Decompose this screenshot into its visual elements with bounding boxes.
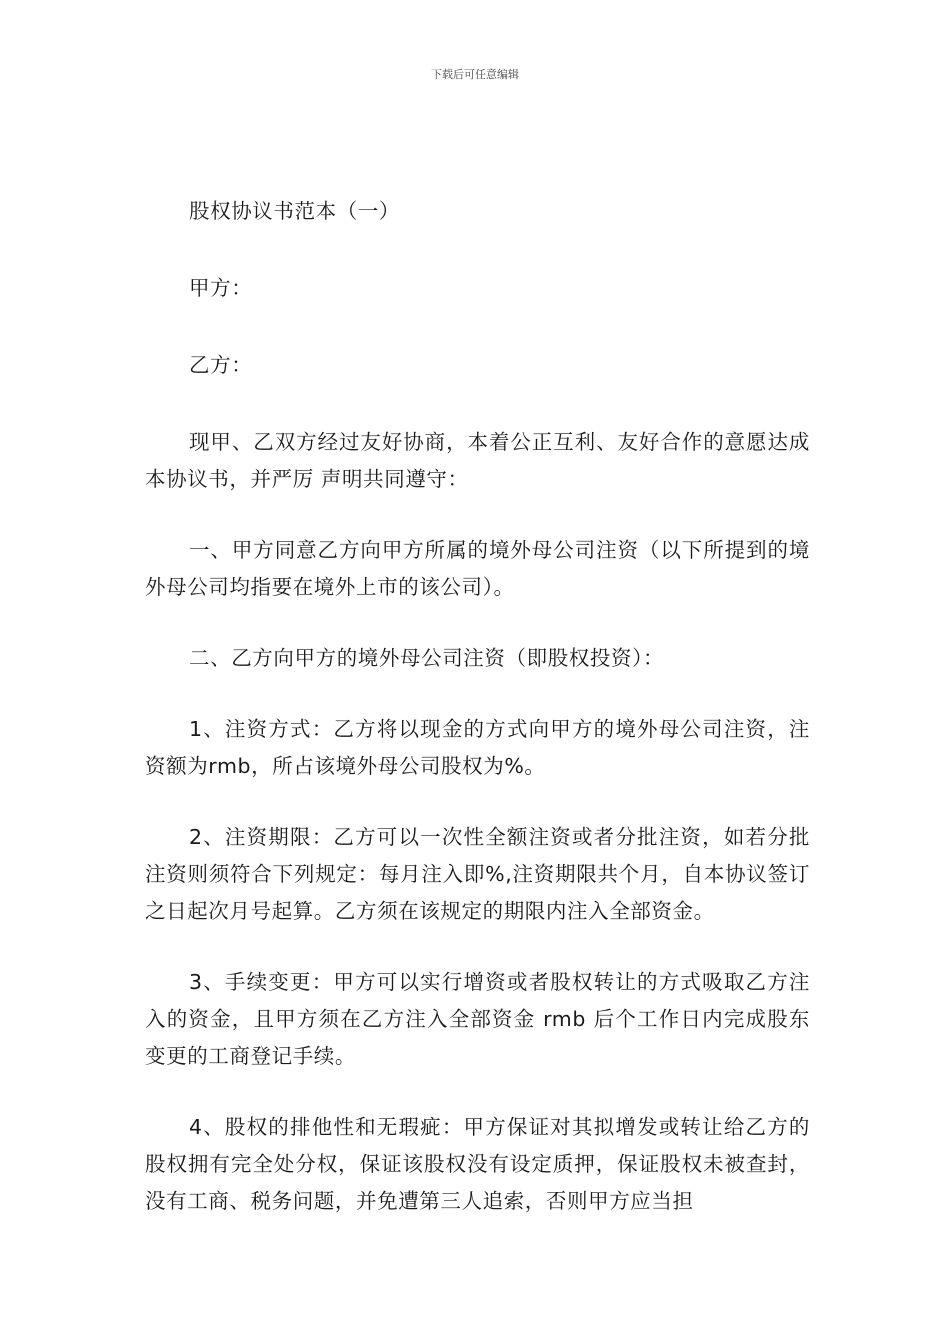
paragraph-item-2: 2、注资期限：乙方可以一次性全额注资或者分批注资，如若分批注资则须符合下列规定：每月注入即%,注资期限共个月，自本协议签订之日起次月号起算。乙方须在该规定的期限内注入全部资金。 xyxy=(145,825,810,923)
party-a-line: 甲方： xyxy=(189,276,253,300)
paragraph-item-1: 1、注资方式：乙方将以现金的方式向甲方的境外母公司注资，注资额为rmb，所占该境外母公司股权为%。 xyxy=(145,717,810,778)
header-note: 下载后可任意编辑 xyxy=(431,68,519,81)
paragraph-preamble: 现甲、乙双方经过友好协商，本着公正互利、友好合作的意愿达成本协议书，并严厉 声明共同遵守： xyxy=(145,430,810,491)
paragraph-item-4: 4、股权的排他性和无瑕疵：甲方保证对其拟增发或转让给乙方的股权拥有完全处分权，保证该股权没有设定质押，保证股权未被查封，没有工商、税务问题，并免遭第三人追索，否则甲方应当担 xyxy=(145,1115,810,1213)
document-body xyxy=(145,193,810,1254)
document-title: 股权协议书范本（一） xyxy=(189,199,400,223)
paragraph-clause-1: 一、甲方同意乙方向甲方所属的境外母公司注资（以下所提到的境外母公司均指要在境外上市的该公司）。 xyxy=(145,538,810,599)
paragraph-item-3: 3、手续变更：甲方可以实行增资或者股权转让的方式吸取乙方注入的资金，且甲方须在乙方注入全部资金 rmb 后个工作日内完成股东变更的工商登记手续。 xyxy=(145,970,810,1068)
paragraph-clause-2: 二、乙方向甲方的境外母公司注资（即股权投资）： xyxy=(189,646,665,670)
party-b-line: 乙方： xyxy=(189,353,253,377)
